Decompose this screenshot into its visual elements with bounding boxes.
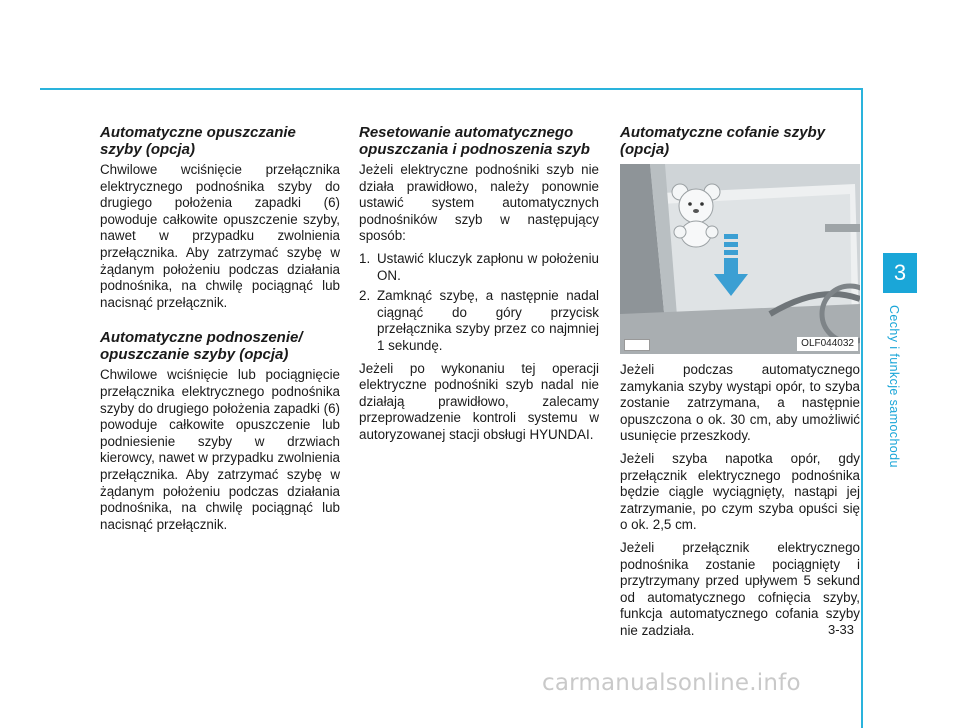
paragraph: Jeżeli podczas automatycznego zamykania szyby wystąpi opór, to szyba zostanie zatrzymana, a następnie opuszczona o ok. 30 cm, aby umożliwić usunięcie przeszkody. [620, 362, 860, 444]
chapter-number-tab: 3 [883, 253, 917, 293]
car-interior-drawing [620, 164, 860, 354]
step-number: 2. [359, 288, 371, 304]
column-2 [359, 124, 599, 450]
section-heading-auto-up-down: Automatyczne podnoszenie/ opuszczanie szyby (opcja) [100, 329, 303, 364]
column-3 [620, 124, 860, 646]
step-text: Ustawić kluczyk zapłonu w położeniu ON. [377, 250, 599, 283]
paragraph: Jeżeli elektryczne podnośniki szyb nie działa prawidłowo, należy ponownie ustawić system automatycznych podnośników szyb w następujący sposób: [359, 162, 599, 244]
list-item [359, 251, 599, 284]
figure-marker [624, 339, 650, 351]
paragraph: Jeżeli przełącznik elektrycznego podnośnika zostanie pociągnięty i przytrzymany przed upływem 5 sekund od automatycznego cofnięcia szyby, funkcja automatycznego cofania szyby nie zadziała. [620, 539, 860, 638]
side-rule [861, 88, 863, 728]
section-heading-auto-reverse: Automatyczne cofanie szyby (opcja) [620, 124, 826, 158]
header-rule [40, 88, 861, 90]
column-1 [100, 124, 340, 539]
paragraph: Chwilowe wciśnięcie przełącznika elektrycznego podnośnika szyby do drugiego położenia zapadki (6) powoduje całkowite opuszczenie szyby, nawet w przypadku zwolnienia przełącznika. Aby zatrzymać szybę w żądanym położeniu podczas działania podnośnika, na chwilę pociągnąć lub nacisnąć przełącznik. [100, 162, 340, 310]
chapter-title: Cechy i funkcje samochodu [887, 305, 901, 468]
page-number: 3-33 [828, 622, 855, 637]
step-number: 1. [359, 250, 371, 266]
steps-list [359, 251, 599, 355]
figure-code: OLF044032 [797, 337, 858, 351]
paragraph: Jeżeli szyba napotka opór, gdy przełącznik elektrycznego podnośnika będzie ciągle wyciągnięty, nastąpi jej zatrzymanie, po czym szyba opuści się o ok. 2,5 cm. [620, 450, 860, 533]
watermark: carmanualsonline.info [542, 670, 801, 696]
section-heading-auto-down: Automatyczne opuszczanie szyby (opcja) [100, 124, 296, 158]
paragraph: Chwilowe wciśnięcie lub pociągnięcie przełącznika elektrycznego podnośnika szyby do drugiego położenia zapadki (6) powoduje całkowite opuszczenie lub podniesienie szyby w drzwiach kierowcy, nawet w przypadku zwolnienia przełącznika. Aby zatrzymać szybę w żądanym położeniu podczas działania podnośnika, na chwilę pociągnąć lub nacisnąć przełącznik. [100, 367, 340, 532]
section-heading-reset: Resetowanie automatycznego opuszczania i podnoszenia szyb [359, 124, 590, 158]
window-obstruction-illustration [620, 164, 860, 354]
paragraph: Jeżeli po wykonaniu tej operacji elektryczne podnośniki szyb nadal nie działają prawidłowo, zalecamy przeprowadzenie kontroli systemu w autoryzowanej stacji obsługi HYUNDAI. [359, 360, 599, 442]
step-text: Zamknąć szybę, a następnie nadal ciągnąć do góry przycisk przełącznika szyby przez co najmniej 1 sekundę. [377, 288, 599, 353]
list-item [359, 288, 599, 354]
